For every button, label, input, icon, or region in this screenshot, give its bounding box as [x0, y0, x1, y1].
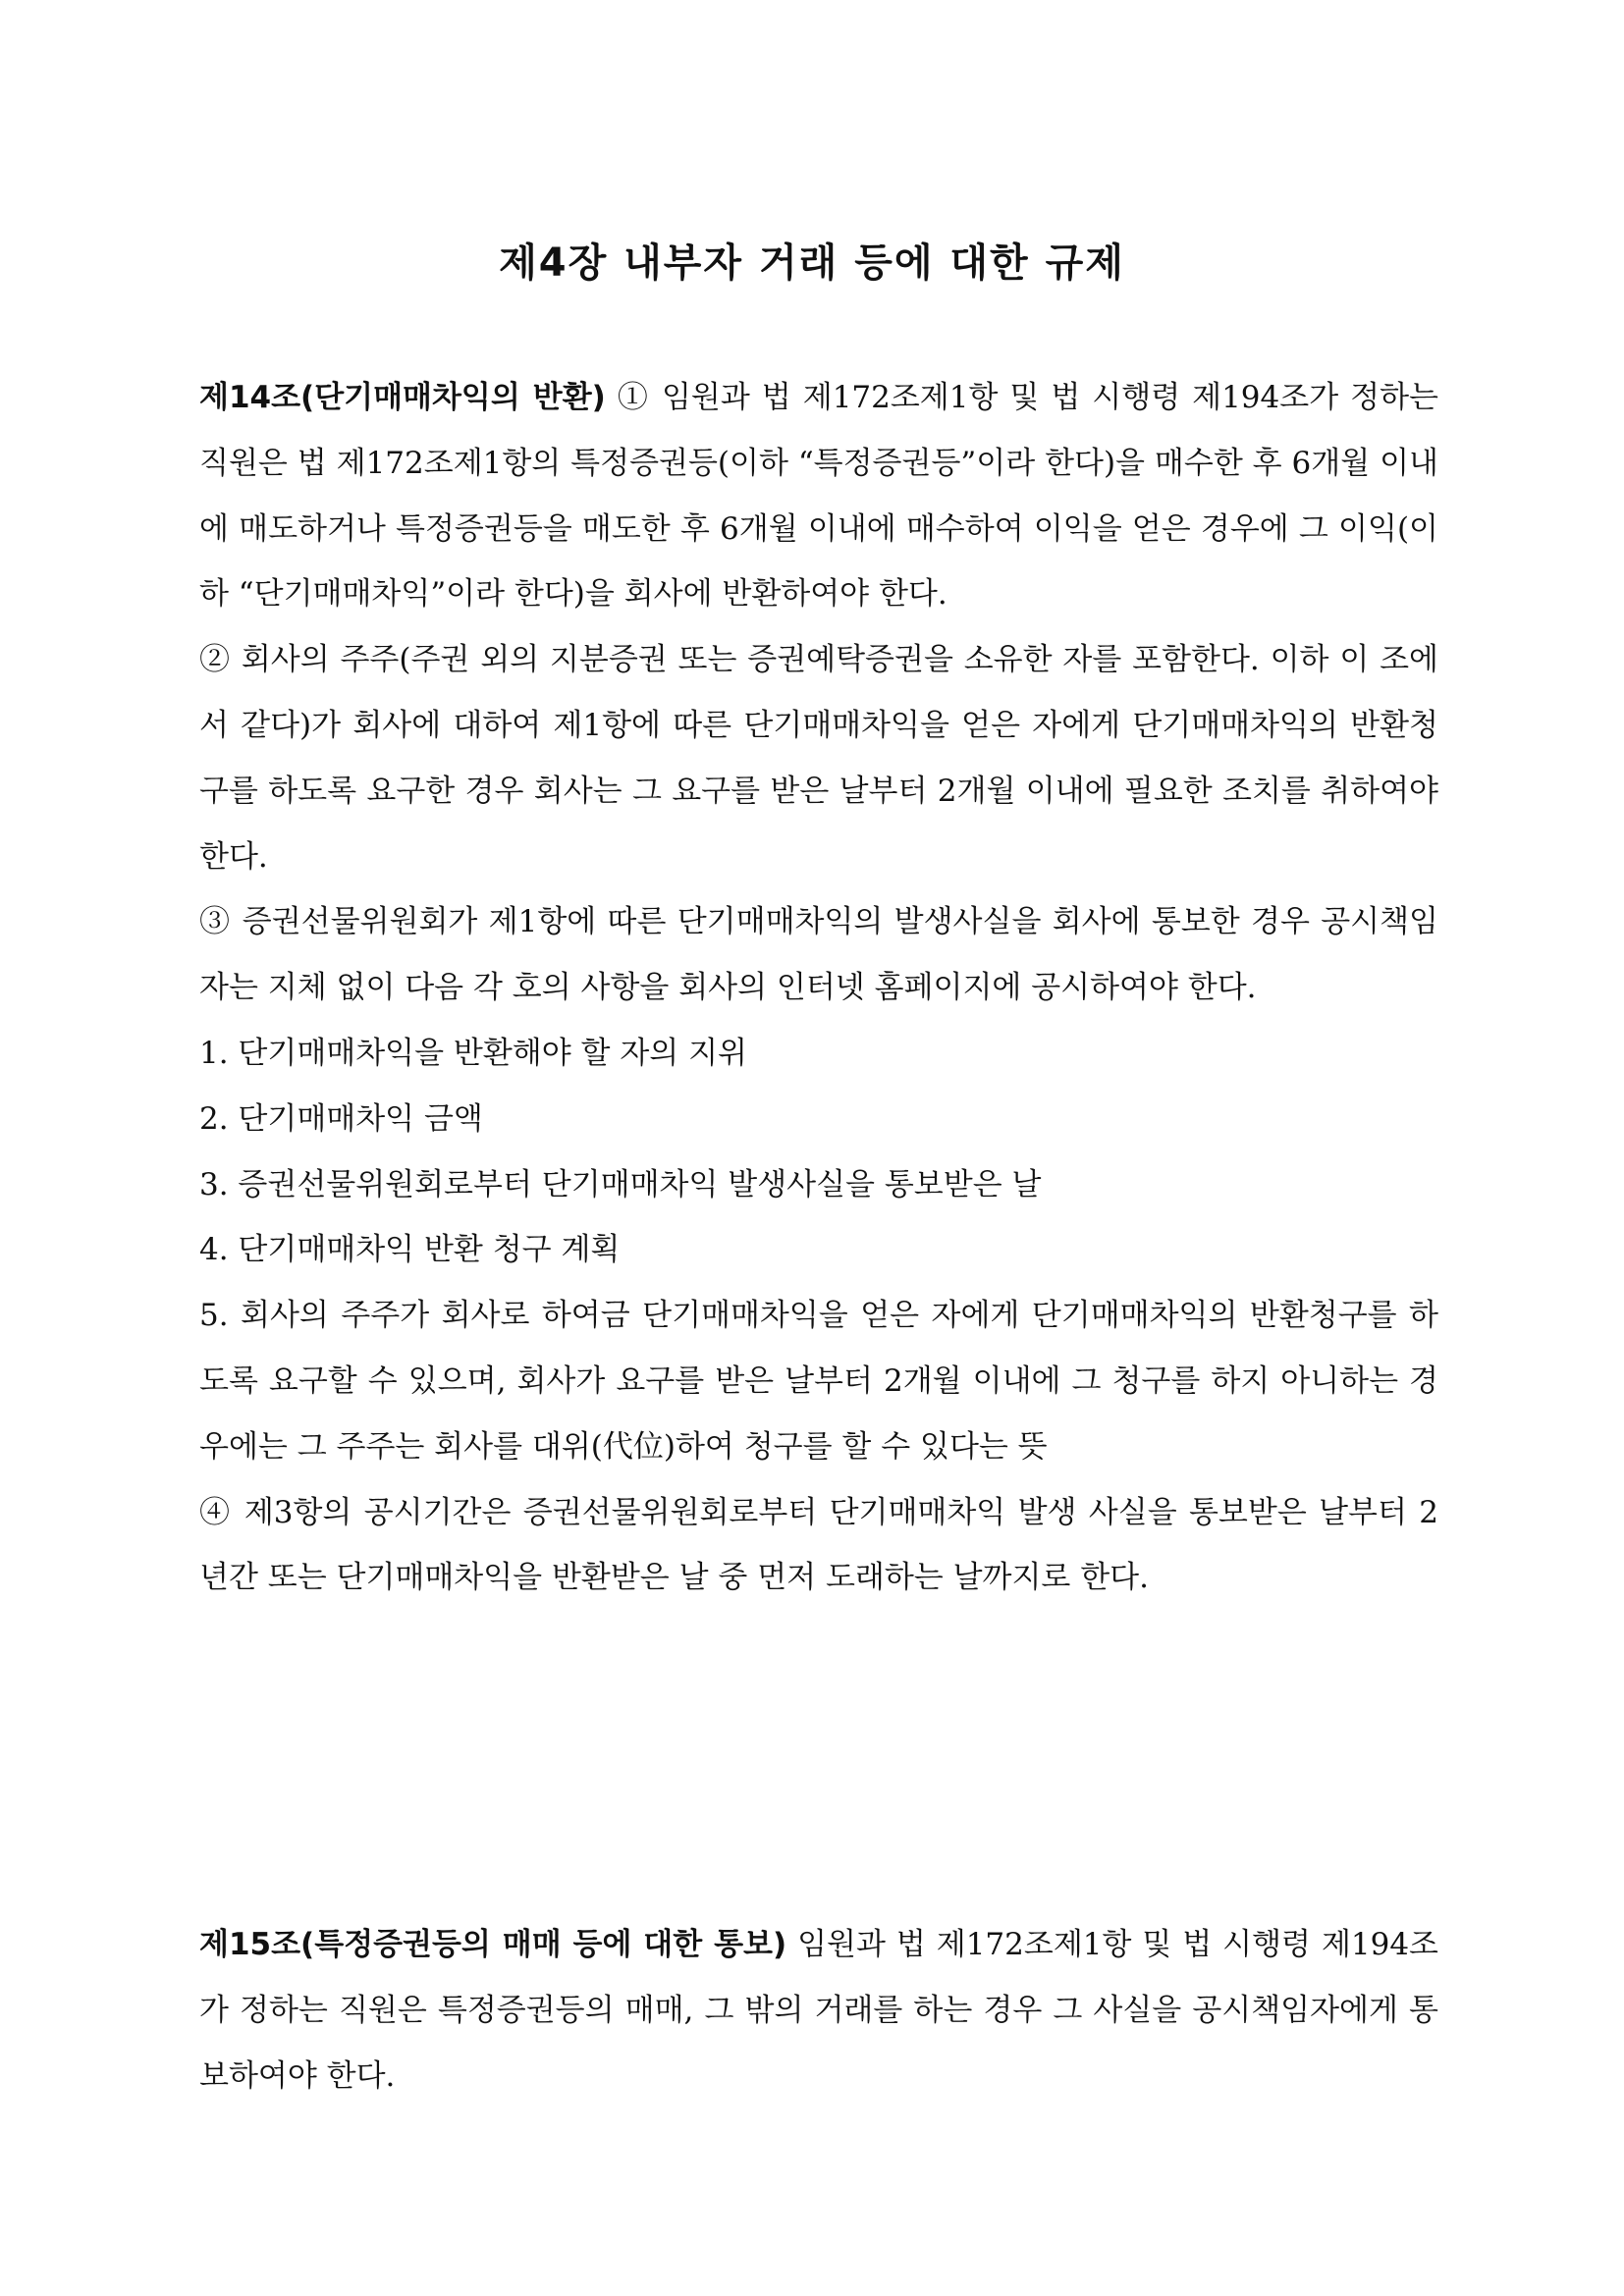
list-item: 1. 단기매매차익을 반환해야 할 자의 지위 — [199, 1035, 747, 1071]
article-14-heading: 제14조(단기매매차익의 반환) — [199, 380, 606, 415]
chapter-title: 제4장 내부자 거래 등에 대한 규제 — [499, 240, 1125, 286]
list-item: 4. 단기매매차익 반환 청구 계획 — [199, 1232, 621, 1268]
list-item: 3. 증권선물위원회로부터 단기매매차익 발생사실을 통보받은 날 — [199, 1166, 1042, 1202]
article-14-para-1-text: ① 임원과 법 제172조제1항 및 법 시행령 제194조가 정하는 직원은 법 제172조제1항의 특정증권등(이하 “특정증권등”이라 한다)을 매수한 후 6개월 이내에 매도하거나 특정증권등을 매도한 후 6개월 이내에 매수하여 이익을 얻은 경우에 그 이익(이하 “단기매매차익”이라 한다)을 회사에 반환하여야 한다. — [199, 380, 1438, 613]
article-15-paragraph — [199, 1912, 1438, 2109]
article-14-paragraph-4: ④ 제3항의 공시기간은 증권선물위원회로부터 단기매매차익 발생 사실을 통보받은 날부터 2년간 또는 단기매매차익을 반환받은 날 중 먼저 도래하는 날까지로 한다. — [199, 1494, 1438, 1596]
article-15 — [199, 1912, 1438, 2109]
article-14 — [199, 365, 1438, 1611]
article-15-body: 임원과 법 제172조제1항 및 법 시행령 제194조가 정하는 직원은 특정증권등의 매매, 그 밖의 거래를 하는 경우 그 사실을 공시책임자에게 통보하여야 한다. — [199, 1927, 1439, 2094]
list-item: 5. 회사의 주주가 회사로 하여금 단기매매차익을 얻은 자에게 단기매매차익의 반환청구를 하도록 요구할 수 있으며, 회사가 요구를 받은 날부터 2개월 이내에 그 청구를 하지 아니하는 경우에는 그 주주는 회사를 대위(代位)하여 청구를 할 수 있다는 뜻 — [199, 1298, 1438, 1465]
article-14-paragraph-2: ② 회사의 주주(주권 외의 지분증권 또는 증권예탁증권을 소유한 자를 포함한다. 이하 이 조에서 같다)가 회사에 대하여 제1항에 따른 단기매매차익을 얻은 자에게 단기매매차익의 반환청구를 하도록 요구한 경우 회사는 그 요구를 받은 날부터 2개월 이내에 필요한 조치를 취하여야 한다. — [199, 642, 1438, 875]
article-15-heading: 제15조(특정증권등의 매매 등에 대한 통보) — [199, 1927, 787, 1962]
article-14-paragraph-1 — [199, 365, 1438, 627]
list-item: 2. 단기매매차익 금액 — [199, 1100, 483, 1137]
article-14-paragraph-3: ③ 증권선물위원회가 제1항에 따른 단기매매차익의 발생사실을 회사에 통보한 경우 공시책임자는 지체 없이 다음 각 호의 사항을 회사의 인터넷 홈페이지에 공시하여야 한다. — [199, 904, 1438, 1006]
